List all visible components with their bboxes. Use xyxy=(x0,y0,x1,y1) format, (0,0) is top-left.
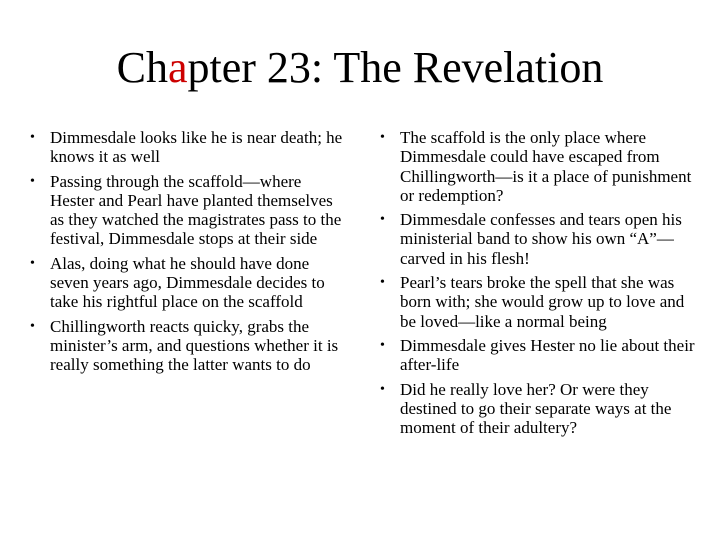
right-bullet-2 xyxy=(380,210,696,268)
bullet-icon: • xyxy=(380,130,385,145)
bullet-text: Alas, doing what he should have done seven years ago, Dimmesdale decides to take his rightful place on the scaffold xyxy=(50,253,325,312)
bullet-icon: • xyxy=(380,212,385,228)
bullet-text: Chillingworth reacts quicky, grabs the minister’s arm, and questions whether it is really something the latter wants to do xyxy=(50,316,339,375)
left-bullet-4 xyxy=(30,317,346,375)
left-bullet-2 xyxy=(30,172,346,249)
title-accent-letter: a xyxy=(167,43,188,92)
bullet-icon: • xyxy=(30,173,35,189)
bullet-icon: • xyxy=(30,255,35,271)
bullet-text: Passing through the scaffold—where Hester and Pearl have planted themselves as they watched the magistrates pass to the festival, Dimmesdale stops at their side xyxy=(50,171,342,249)
bullet-icon: • xyxy=(380,337,385,353)
bullet-text: Dimmesdale confesses and tears open his ministerial band to show his own “A”—carved in his flesh! xyxy=(400,210,682,268)
right-bullet-list xyxy=(380,128,696,442)
right-bullet-5 xyxy=(380,380,696,438)
left-bullet-3 xyxy=(30,254,346,312)
bullet-text: Pearl’s tears broke the spell that she was born with; she would grow up to love and be loved—like a normal being xyxy=(400,273,685,331)
title-part-1: Ch xyxy=(116,43,168,92)
bullet-text: Did he really love her? Or were they destined to go their separate ways at the moment of their adultery? xyxy=(400,379,672,438)
bullet-icon: • xyxy=(30,130,35,145)
slide-title xyxy=(0,42,720,94)
bullet-icon: • xyxy=(30,318,35,334)
right-bullet-3 xyxy=(380,273,696,331)
left-bullet-list xyxy=(30,128,346,380)
right-bullet-4 xyxy=(380,336,696,375)
bullet-icon: • xyxy=(380,381,385,397)
bullet-text: The scaffold is the only place where Dimmesdale could have escaped from Chillingworth—is it a place of punishment or redemption? xyxy=(400,128,692,205)
bullet-icon: • xyxy=(380,275,385,291)
right-bullet-1 xyxy=(380,128,696,205)
left-bullet-1 xyxy=(30,128,346,167)
bullet-text: Dimmesdale looks like he is near death; he knows it as well xyxy=(50,128,343,167)
bullet-text: Dimmesdale gives Hester no lie about their after-life xyxy=(400,335,695,375)
title-part-2: pter 23: The Revelation xyxy=(187,43,604,92)
